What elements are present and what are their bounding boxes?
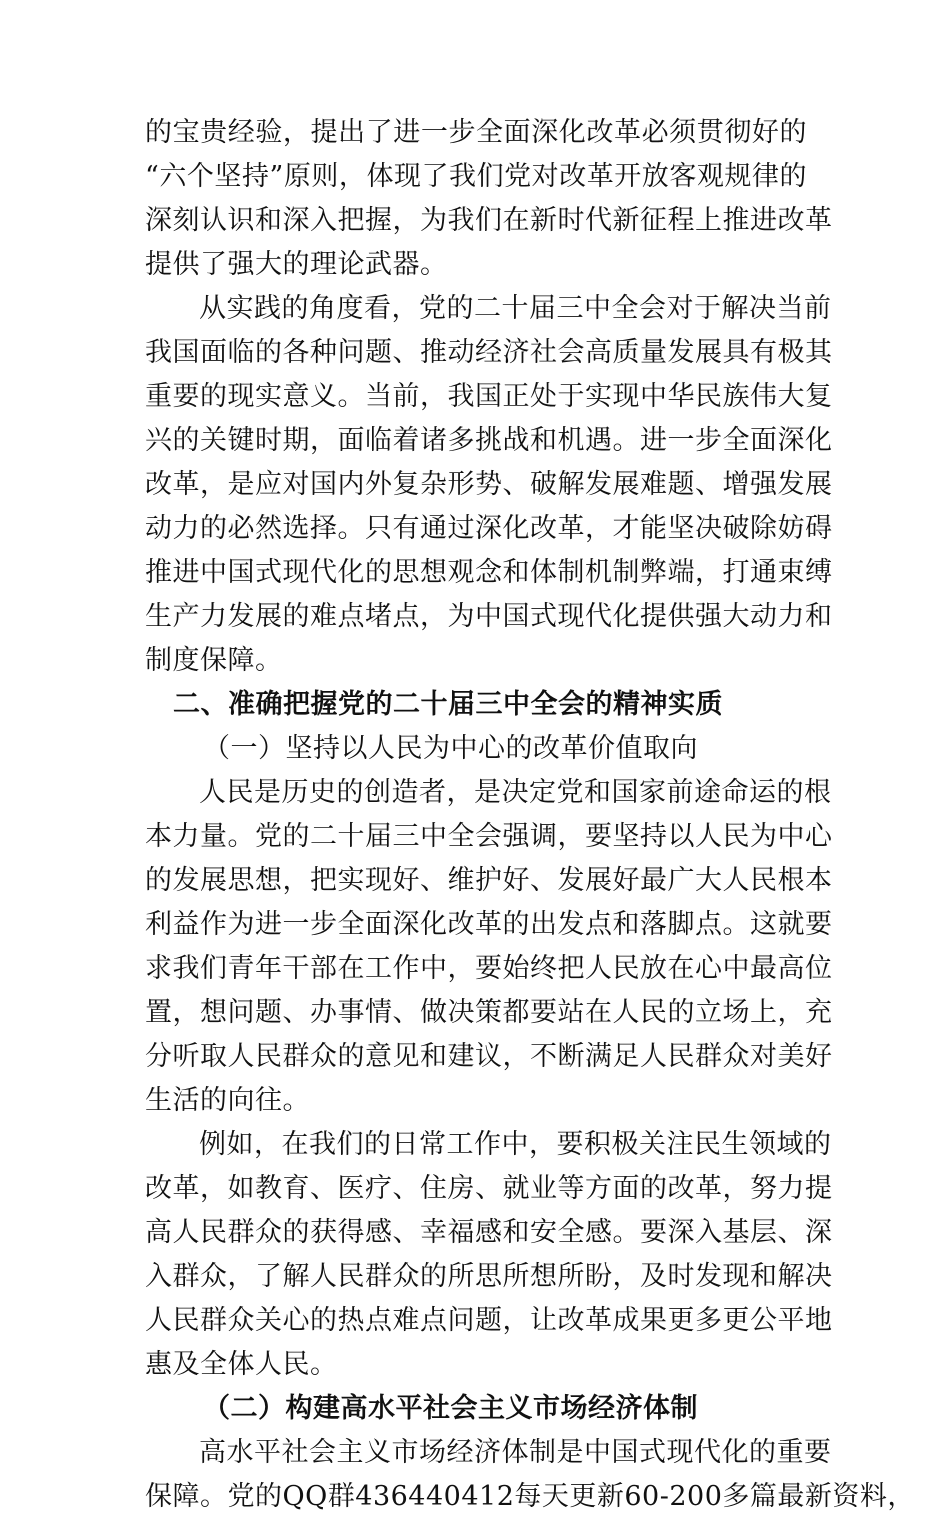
text-line: 兴的关键时期，面临着诸多挑战和机遇。进一步全面深化 [145, 425, 833, 456]
text-line: 生产力发展的难点堵点，为中国式现代化提供强大动力和 [145, 601, 833, 632]
paragraph-3 [145, 771, 833, 1123]
text-line: 例如，在我们的日常工作中，要积极关注民生领域的 [199, 1129, 832, 1160]
text-line: 利益作为进一步全面深化改革的出发点和落脚点。这就要 [145, 909, 833, 940]
text-line: 改革，如教育、医疗、住房、就业等方面的改革，努力提 [145, 1173, 833, 1204]
text-line: 制度保障。 [145, 645, 283, 676]
text-line: 的发展思想，把实现好、维护好、发展好最广大人民根本 [145, 865, 833, 896]
text-line: 生活的向往。 [145, 1085, 310, 1116]
text-line: 保障。党的QQ群436440412每天更新60-200多篇最新资料， [145, 1481, 915, 1512]
text-line: “六个坚持”原则，体现了我们党对改革开放客观规律的 [145, 161, 807, 192]
text-line: 提供了强大的理论武器。 [145, 249, 448, 280]
text-line: 重要的现实意义。当前，我国正处于实现中华民族伟大复 [145, 381, 833, 412]
text-line: 改革，是应对国内外复杂形势、破解发展难题、增强发展 [145, 469, 833, 500]
text-line: 高人民群众的获得感、幸福感和安全感。要深入基层、深 [145, 1217, 833, 1248]
text-line: 深刻认识和深入把握，为我们在新时代新征程上推进改革 [145, 205, 833, 236]
text-line: 人民是历史的创造者，是决定党和国家前途命运的根 [199, 777, 832, 808]
paragraph-1 [145, 111, 833, 287]
section-heading: 二、准确把握党的二十届三中全会的精神实质 [173, 689, 723, 720]
subsection-heading: （一）坚持以人民为中心的改革价值取向 [203, 733, 698, 764]
text-line: 入群众，了解人民群众的所思所想所盼，及时发现和解决 [145, 1261, 833, 1292]
text-line: 求我们青年干部在工作中，要始终把人民放在心中最高位 [145, 953, 833, 984]
paragraph-4 [145, 1123, 833, 1387]
text-line: 置，想问题、办事情、做决策都要站在人民的立场上，充 [145, 997, 833, 1028]
text-line: 高水平社会主义市场经济体制是中国式现代化的重要 [199, 1437, 832, 1468]
paragraph-2 [145, 287, 833, 683]
text-line: 动力的必然选择。只有通过深化改革，才能坚决破除妨碍 [145, 513, 833, 544]
document-body [145, 111, 915, 1519]
text-line: 推进中国式现代化的思想观念和体制机制弊端，打通束缚 [145, 557, 833, 588]
text-line: 分听取人民群众的意见和建议，不断满足人民群众对美好 [145, 1041, 833, 1072]
text-line: 人民群众关心的热点难点问题，让改革成果更多更公平地 [145, 1305, 833, 1336]
subsection-heading: （二）构建高水平社会主义市场经济体制 [203, 1393, 698, 1424]
text-line: 我国面临的各种问题、推动经济社会高质量发展具有极其 [145, 337, 833, 368]
paragraph-5 [145, 1431, 915, 1519]
text-line: 的宝贵经验，提出了进一步全面深化改革必须贯彻好的 [145, 117, 807, 148]
text-line: 从实践的角度看，党的二十届三中全会对于解决当前 [199, 293, 832, 324]
text-line: 惠及全体人民。 [145, 1349, 338, 1380]
text-line: 本力量。党的二十届三中全会强调，要坚持以人民为中心 [145, 821, 833, 852]
